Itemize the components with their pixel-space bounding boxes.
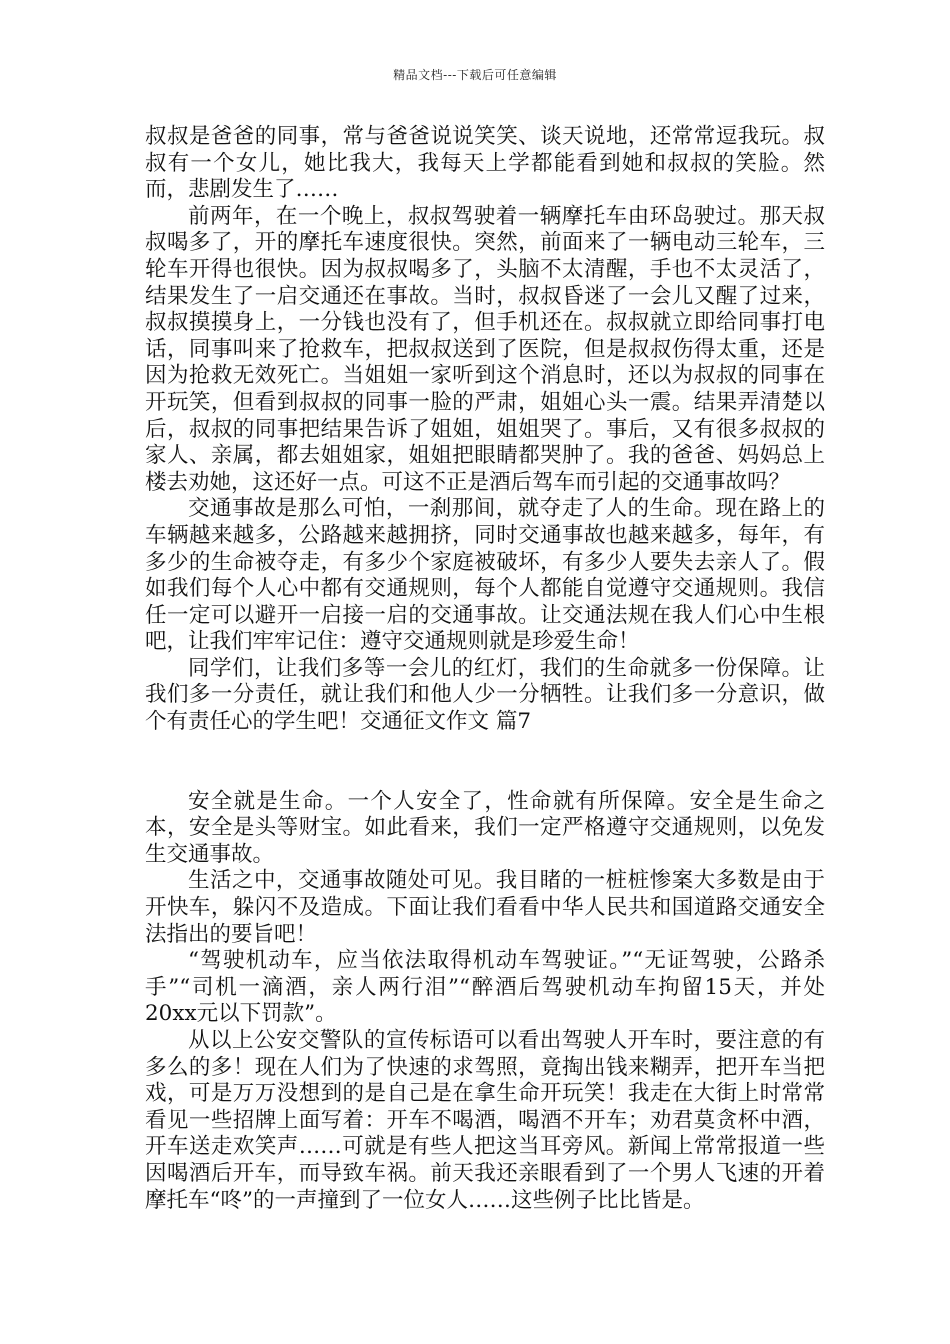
paragraph-2: 前两年，在一个晚上，叔叔驾驶着一辆摩托车由环岛驶过。那天叔叔喝多了，开的摩托车速度很快。突然，前面来了一辆电动三轮车，三轮车开得也很快。因为叔叔喝多了，头脑不太清醒，手也不太灵活了，结果发生了一启交通还在事故。当时，叔叔昏迷了一会儿又醒了过来，叔叔摸摸身上，一分钱也没有了，但手机还在。叔叔就立即给同事打电话，同事叫来了抢救车，把叔叔送到了医院，但是叔叔伤得太重，还是因为抢救无效死亡。当姐姐一家听到这个消息时，还以为叔叔的同事在开玩笑，但看到叔叔的同事一脸的严肃，姐姐心头一震。结果弄清楚以后，叔叔的同事把结果告诉了姐姐，姐姐哭了。事后，又有很多叔叔的家人、亲属，都去姐姐家，姐姐把眼睛都哭肿了。我的爸爸、妈妈总上楼去劝她，这还好一点。可这不正是酒后驾车而引起的交通事故吗？ [145, 203, 825, 495]
paragraph-5: 安全就是生命。一个人安全了，性命就有所保障。安全是生命之本，安全是头等财宝。如此看来，我们一定严格遵守交通规则，以免发生交通事故。 [145, 788, 825, 867]
section-gap [145, 736, 825, 789]
paragraph-3: 交通事故是那么可怕，一刹那间，就夺走了人的生命。现在路上的车辆越来越多，公路越来越拥挤，同时交通事故也越来越多，每年，有多少的生命被夺走，有多少个家庭被破坏，有多少人要失去亲人了。假如我们每个人心中都有交通规则，每个人都能自觉遵守交通规则。我信任一定可以避开一启接一启的交通事故。让交通法规在我人们心中生根吧，让我们牢牢记住：遵守交通规则就是珍爱生命！ [145, 496, 825, 655]
paragraph-6: 生活之中，交通事故随处可见。我目睹的一桩桩惨案大多数是由于开快车，躲闪不及造成。下面让我们看看中华人民共和国道路交通安全法指出的要旨吧！ [145, 868, 825, 947]
paragraph-4: 同学们，让我们多等一会儿的红灯，我们的生命就多一份保障。让我们多一分责任，就让我们和他人少一分牺牲。让我们多一分意识，做个有责任心的学生吧！交通征文作文 篇7 [145, 655, 825, 735]
paragraph-8: 从以上公安交警队的宣传标语可以看出驾驶人开车时，要注意的有多么的多！现在人们为了快速的求驾照，竟掏出钱来糊弄，把开车当把戏，可是万万没想到的是自己是在拿生命开玩笑！我走在大街上时常常看见一些招牌上面写着：开车不喝酒，喝酒不开车；劝君莫贪杯中酒，开车送走欢笑声……可就是有些人把这当耳旁风。新闻上常常报道一些因喝酒后开车，而导致车祸。前天我还亲眼看到了一个男人飞速的开着摩托车“咚”的一声撞到了一位女人……这些例子比比皆是。 [145, 1028, 825, 1213]
page-header: 精品文档---下载后可任意编辑 [393, 68, 557, 82]
paragraph-7: “驾驶机动车，应当依法取得机动车驾驶证。”“无证驾驶，公路杀手”“司机一滴酒，亲人两行泪”“醉酒后驾驶机动车拘留15天，并处20xx元以下罚款”。 [145, 948, 825, 1027]
document-body [145, 124, 825, 1214]
paragraph-1: 叔叔是爸爸的同事，常与爸爸说说笑笑、谈天说地，还常常逗我玩。叔叔有一个女儿，她比我大，我每天上学都能看到她和叔叔的笑脸。然而，悲剧发生了…… [145, 124, 825, 203]
